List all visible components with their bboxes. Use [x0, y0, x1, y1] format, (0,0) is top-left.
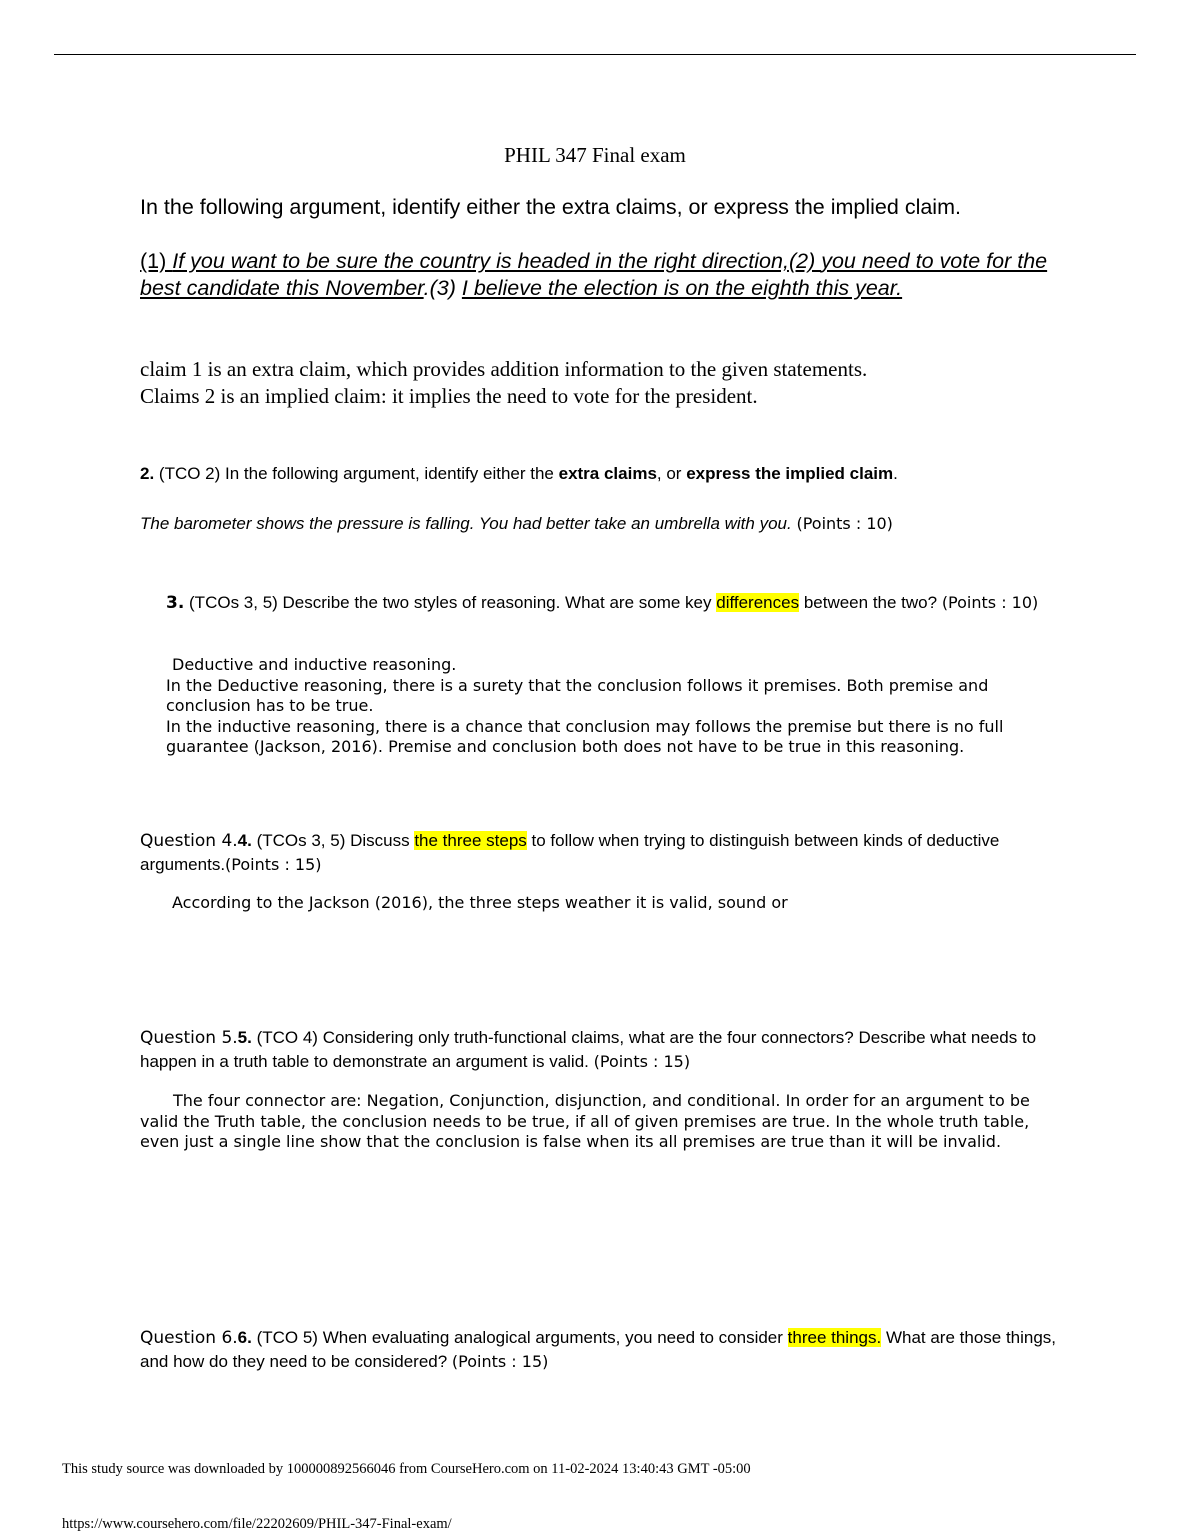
q1-answer-line-2: Claims 2 is an implied claim: it implies the need to vote for the president. [140, 384, 758, 408]
q4-text-a: (TCOs 3, 5) Discuss [251, 831, 415, 850]
q4-number: 4. [237, 831, 252, 850]
q2-number: 2. [140, 464, 155, 483]
q3-answer-para-2: In the Deductive reasoning, there is a surety that the conclusion follows it premises. Both premise and conclusion has to be true. [166, 675, 989, 716]
q2-points: (Points : 10) [796, 514, 893, 533]
q6-points: (Points : 15) [451, 1352, 549, 1371]
q4-label: Question 4. [140, 831, 238, 851]
q1-argument [140, 248, 1060, 302]
q6-text-b: What are those things, and how do they need to be considered? [140, 1328, 1057, 1371]
q5-label: Question 5. [140, 1028, 238, 1048]
q6-text-a: (TCO 5) When evaluating analogical arguments, you need to consider [251, 1328, 788, 1347]
top-rule [54, 54, 1136, 55]
q3-text-a: (TCOs 3, 5) Describe the two styles of reasoning. What are some key [184, 593, 717, 612]
q1-instruction: In the following argument, identify either the extra claims, or express the implied claim. [140, 195, 961, 219]
claim-1: If you want to be sure the country is headed in the right direction, [172, 249, 789, 273]
claim-2-period: . [423, 276, 430, 300]
q3-answer [166, 655, 1046, 758]
q6-number: 6. [237, 1328, 252, 1347]
q2-argument [140, 514, 893, 534]
q4-points: (Points : 15) [225, 855, 322, 874]
claim-1-number: (1) [140, 249, 173, 273]
q2-text-c: . [893, 464, 898, 483]
claim-2: you need to vote for the best candidate this November [140, 249, 1048, 300]
q2-argument-text: The barometer shows the pressure is falling. You had better take an umbrella with you. [140, 514, 792, 533]
question-3 [166, 591, 1046, 615]
q1-answer-line-1: claim 1 is an extra claim, which provides addition information to the given statements. [140, 357, 868, 381]
q5-number: 5. [237, 1028, 252, 1047]
q5-text-a: (TCO 4) Considering only truth-functional claims, what are the four connectors? Describe what needs to happen in a truth table to demonstrate an argument is valid. [140, 1028, 1037, 1071]
footer-source: This study source was downloaded by 100000892566046 from CourseHero.com on 11-02-2024 13:40:43 GMT -05:00 [62, 1461, 751, 1477]
footer-url[interactable]: https://www.coursehero.com/file/22202609/PHIL-347-Final-exam/ [62, 1516, 452, 1532]
q3-highlight: differences [716, 593, 800, 612]
q6-label: Question 6. [140, 1328, 238, 1348]
q3-answer-line-1: Deductive and inductive reasoning. [172, 655, 457, 674]
q6-highlight: three things. [787, 1328, 882, 1347]
q3-text-b: between the two? [799, 593, 942, 612]
question-4 [140, 829, 1060, 876]
q4-highlight: the three steps [414, 831, 527, 850]
q4-text-b: to follow when trying to distinguish between kinds of deductive arguments. [140, 831, 1000, 874]
claim-3: I believe the election is on the eighth this year. [461, 276, 903, 300]
claim-2-number: (2) [788, 249, 822, 273]
q3-points: (Points : 10) [941, 593, 1039, 612]
q3-number: 3. [166, 593, 185, 613]
q4-answer: According to the Jackson (2016), the three steps weather it is valid, sound or [172, 893, 788, 912]
page-title: PHIL 347 Final exam [504, 143, 686, 167]
q2-implied-claim: express the implied claim [686, 464, 894, 483]
q2-text-b: , or [656, 464, 687, 483]
q3-answer-para-3: In the inductive reasoning, there is a chance that conclusion may follows the premise but there is no full guarantee (Jackson, 2016). Premise and conclusion both does not have to be true in this reasoning. [166, 716, 1004, 757]
question-2 [140, 464, 898, 484]
q5-points: (Points : 15) [593, 1052, 691, 1071]
q2-text-a: (TCO 2) In the following argument, identify either the [154, 464, 559, 483]
q1-answer [140, 356, 1060, 410]
question-6 [140, 1326, 1060, 1373]
question-5 [140, 1026, 1060, 1073]
q5-answer: The four connector are: Negation, Conjunction, disjunction, and conditional. In order for an argument to be valid the Truth table, the conclusion needs to be true, if all of given premises are true. In the whole truth table, even just a single line show that the conclusion is false when its all premises are true than it will be invalid. [140, 1091, 1030, 1152]
q2-extra-claims: extra claims [558, 464, 657, 483]
claim-3-number: (3) [429, 276, 462, 300]
